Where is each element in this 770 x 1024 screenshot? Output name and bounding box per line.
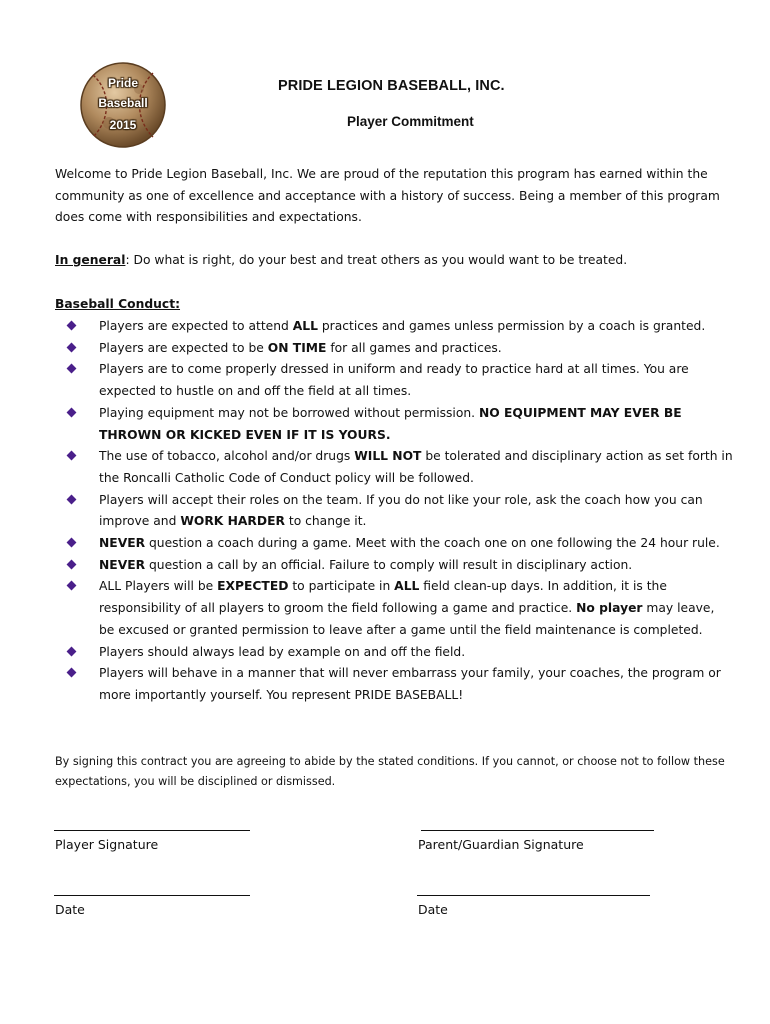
rule-text: may leave, be excused or granted permission to leave after a game until the field maintenance is completed. <box>99 601 715 637</box>
rule-text: for all games and practices. <box>326 340 502 355</box>
rule-text: to change it. <box>284 514 367 529</box>
parent-signature-line[interactable] <box>421 830 654 831</box>
document-subtitle: Player Commitment <box>347 114 474 129</box>
player-signature-line[interactable] <box>54 830 250 831</box>
general-paragraph <box>55 250 725 272</box>
diamond-bullet-icon <box>67 668 77 678</box>
rule-emphasis: WORK HARDER <box>180 514 285 529</box>
rule-emphasis: ALL <box>394 579 420 594</box>
conduct-rule <box>68 338 733 360</box>
diamond-bullet-icon <box>67 538 77 548</box>
diamond-bullet-icon <box>67 451 77 461</box>
logo-text-baseball: Baseball <box>98 96 148 110</box>
rule-text: question a coach during a game. Meet with the coach one on one following the 24 hour rule. <box>145 536 720 551</box>
diamond-bullet-icon <box>67 407 77 417</box>
rule-emphasis: WILL NOT <box>354 449 422 464</box>
parent-date-label: Date <box>418 902 448 917</box>
rule-text: Players will behave in a manner that will never embarrass your family, your coaches, the program or more importantly yourself. You represent PRIDE BASEBALL! <box>99 666 721 702</box>
rule-text: Players are expected to attend <box>99 319 293 333</box>
rule-text: be tolerated and disciplinary action as set forth in the Roncalli Catholic Code of Conduct policy will be followed. <box>99 449 733 485</box>
rule-text: Players will accept their roles on the team. If you do not like your role, ask the coach how you can improve and <box>99 492 703 529</box>
rule-emphasis: NEVER <box>99 557 146 572</box>
parent-date-line[interactable] <box>417 895 650 896</box>
diamond-bullet-icon <box>67 581 77 591</box>
logo-text-pride: Pride <box>107 76 138 90</box>
rule-text: Players are to come properly dressed in uniform and ready to practice hard at all times. You are expected to hustle on and off the field at all times. <box>99 362 689 399</box>
intro-paragraph: Welcome to Pride Legion Baseball, Inc. We are proud of the reputation this program has earned within the community as one of excellence and acceptance with a history of success. Being a member of this program does come with responsibilities and expectations. <box>55 167 720 224</box>
rule-text: practices and games unless permission by a coach is granted. <box>317 319 706 333</box>
player-date-label: Date <box>55 902 85 917</box>
conduct-rules-list <box>68 316 733 707</box>
general-text: : Do what is right, do your best and treat others as you would want to be treated. <box>125 253 628 267</box>
conduct-rule <box>68 555 733 577</box>
rule-emphasis: NO EQUIPMENT MAY EVER BE THROWN OR KICKED EVEN IF IT IS YOURS. <box>99 405 682 442</box>
conduct-rule <box>68 316 733 338</box>
rule-emphasis: ALL <box>292 319 318 333</box>
rule-text: to participate in <box>288 579 395 594</box>
rule-emphasis: ON TIME <box>267 340 327 355</box>
closing-paragraph: By signing this contract you are agreeing to abide by the stated conditions. If you cannot, or choose not to follow these expectations, you will be disciplined or dismissed. <box>55 755 725 788</box>
conduct-rule <box>68 359 733 402</box>
rule-emphasis: No player <box>576 601 643 616</box>
diamond-bullet-icon <box>67 646 77 656</box>
rule-emphasis: EXPECTED <box>217 579 289 594</box>
rule-text: The use of tobacco, alcohol and/or drugs <box>99 449 355 464</box>
general-label: In general <box>55 253 126 267</box>
rule-text: field clean-up days. In addition, it is the responsibility of all players to groom the field following a game and practice. <box>99 579 667 616</box>
baseball-logo <box>79 61 167 149</box>
rule-text: Playing equipment may not be borrowed without permission. <box>99 405 479 420</box>
diamond-bullet-icon <box>67 342 77 352</box>
rule-text: ALL Players will be <box>99 579 218 594</box>
parent-signature-label: Parent/Guardian Signature <box>418 837 584 852</box>
conduct-rule <box>68 576 733 641</box>
player-signature-label: Player Signature <box>55 837 159 852</box>
rule-text: question a call by an official. Failure to comply will result in disciplinary action. <box>145 557 633 572</box>
rule-text: Players are expected to be <box>99 340 268 355</box>
conduct-rule <box>68 663 733 706</box>
diamond-bullet-icon <box>67 559 77 569</box>
conduct-rule <box>68 490 733 533</box>
diamond-bullet-icon <box>67 494 77 504</box>
conduct-rule <box>68 403 733 446</box>
logo-text-year: 2015 <box>109 118 137 132</box>
diamond-bullet-icon <box>67 321 77 331</box>
conduct-rule <box>68 642 733 664</box>
conduct-rule <box>68 533 733 555</box>
diamond-bullet-icon <box>67 364 77 374</box>
player-date-line[interactable] <box>54 895 250 896</box>
rule-emphasis: NEVER <box>99 536 146 551</box>
conduct-rule <box>68 446 733 489</box>
rule-text: Players should always lead by example on and off the field. <box>99 644 466 659</box>
conduct-heading: Baseball Conduct: <box>55 297 181 311</box>
document-title: PRIDE LEGION BASEBALL, INC. <box>278 78 505 94</box>
